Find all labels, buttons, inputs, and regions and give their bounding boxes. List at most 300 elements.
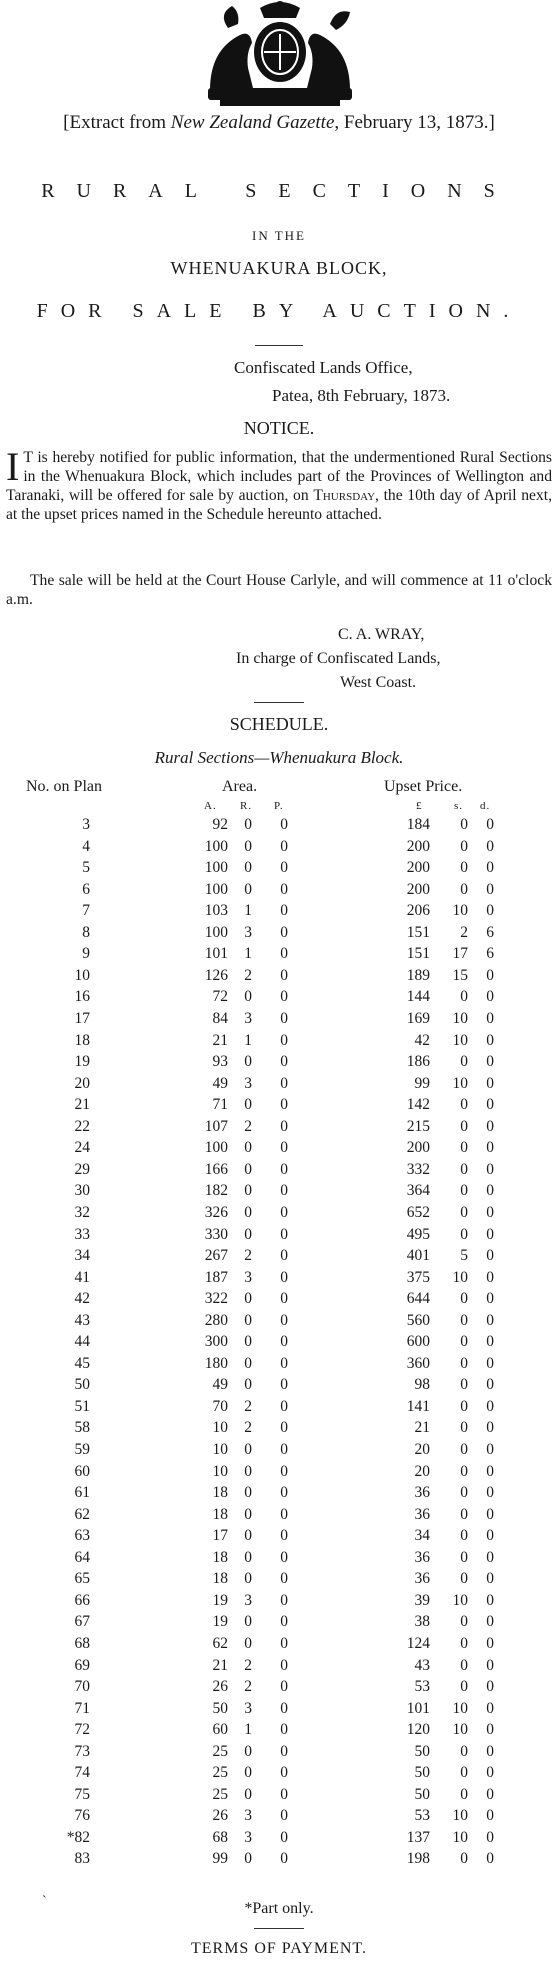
table-row — [0, 1441, 558, 1461]
table-cell: 0 — [244, 1634, 252, 1652]
table-cell: 0 — [280, 1527, 288, 1545]
table-cell: 6 — [486, 945, 494, 963]
table-cell: 215 — [406, 1117, 430, 1135]
table-cell: 10 — [452, 1699, 468, 1717]
table-cell: 25 — [212, 1742, 228, 1760]
table-cell: 36 — [414, 1505, 430, 1523]
table-cell: 0 — [486, 1419, 494, 1437]
table-cell: 200 — [406, 880, 430, 898]
table-cell: 36 — [414, 1484, 430, 1502]
table-row — [0, 881, 558, 901]
table-cell: 0 — [460, 1613, 468, 1631]
table-cell: 0 — [280, 1053, 288, 1070]
table-cell: 50 — [414, 1785, 430, 1803]
notice-paragraph-2: The sale will be held at the Court House Carlyle, and will commence at 11 o'clock a.m. — [6, 572, 552, 608]
table-cell: 0 — [244, 1290, 252, 1308]
table-cell: 141 — [406, 1397, 430, 1415]
table-cell: 206 — [406, 902, 430, 920]
table-cell: 0 — [244, 1203, 252, 1221]
table-cell: 19 — [212, 1613, 228, 1631]
table-cell: 0 — [486, 1074, 494, 1092]
extract-open: [Extract from — [63, 112, 171, 133]
table-row — [0, 1419, 558, 1439]
table-cell: 0 — [460, 1462, 468, 1480]
table-cell: 21 — [212, 1031, 228, 1049]
table-cell: 200 — [406, 1139, 430, 1157]
table-cell: 200 — [406, 837, 430, 855]
table-row — [0, 1139, 558, 1159]
table-cell: 0 — [486, 966, 494, 984]
table-cell: 10 — [452, 1807, 468, 1825]
table-row — [0, 988, 558, 1008]
table-cell: 0 — [460, 1333, 468, 1351]
table-row — [0, 1657, 558, 1677]
table-cell: 0 — [280, 1397, 288, 1415]
table-cell: 50 — [212, 1699, 228, 1717]
table-cell: 495 — [406, 1225, 430, 1243]
table-cell: 3 — [244, 1010, 252, 1027]
table-cell: 360 — [406, 1354, 430, 1372]
table-cell: 25 — [212, 1764, 228, 1782]
heading-block: WHENUAKURA BLOCK, — [170, 258, 388, 278]
table-cell: 0 — [280, 1117, 288, 1135]
table-cell: 166 — [204, 1160, 228, 1178]
table-cell: 2 — [244, 966, 252, 984]
table-cell: 0 — [244, 1333, 252, 1351]
table-cell: 50 — [414, 1764, 430, 1782]
table-cell: 0 — [460, 1397, 468, 1415]
table-cell: 3 — [244, 1699, 252, 1717]
table-cell: 73 — [74, 1742, 90, 1760]
sub-header-perches: P. — [274, 800, 284, 812]
col-header-no-on-plan: No. on Plan — [26, 778, 102, 795]
gazette-name: New Zealand Gazette — [170, 112, 335, 133]
table-cell: 0 — [460, 1311, 468, 1329]
table-cell: 0 — [460, 1742, 468, 1760]
table-cell: 0 — [486, 1290, 494, 1308]
table-cell: 100 — [204, 859, 228, 877]
table-cell: 2 — [244, 1656, 252, 1674]
table-cell: 21 — [414, 1419, 430, 1437]
table-cell: 0 — [460, 1203, 468, 1221]
table-cell: 21 — [74, 1096, 90, 1114]
table-cell: 25 — [212, 1785, 228, 1803]
table-cell: 66 — [74, 1591, 90, 1609]
notice-paragraph-1 — [6, 444, 552, 524]
table-row — [0, 1743, 558, 1763]
table-cell: 67 — [74, 1613, 90, 1631]
table-cell: 652 — [406, 1203, 430, 1221]
table-cell: 0 — [486, 1656, 494, 1674]
table-cell: 0 — [280, 1419, 288, 1437]
table-cell: 0 — [244, 1376, 252, 1394]
table-cell: 0 — [460, 1182, 468, 1200]
table-cell: 0 — [460, 1376, 468, 1394]
table-cell: 0 — [460, 1096, 468, 1114]
table-row — [0, 1312, 558, 1332]
table-cell: 10 — [452, 1074, 468, 1092]
table-row — [0, 1376, 558, 1396]
table-cell: 0 — [486, 1203, 494, 1221]
table-cell: 0 — [244, 1182, 252, 1200]
table-cell: 0 — [460, 1505, 468, 1523]
table-cell: 72 — [74, 1721, 90, 1739]
table-cell: 17 — [212, 1527, 228, 1545]
table-cell: 39 — [414, 1591, 430, 1609]
table-cell: 70 — [74, 1678, 90, 1695]
table-cell: 0 — [486, 1484, 494, 1502]
table-cell: 0 — [486, 837, 494, 855]
table-row — [0, 924, 558, 944]
table-cell: 0 — [280, 902, 288, 920]
table-cell: 34 — [414, 1527, 430, 1545]
table-cell: 21 — [212, 1656, 228, 1674]
table-cell: 169 — [406, 1010, 430, 1027]
table-cell: 280 — [204, 1311, 228, 1329]
table-row — [0, 1204, 558, 1224]
table-cell: 0 — [486, 1764, 494, 1782]
table-cell: 0 — [244, 988, 252, 1006]
table-cell: 0 — [280, 837, 288, 855]
table-cell: 71 — [74, 1699, 90, 1717]
table-row — [0, 1678, 558, 1698]
table-cell: 0 — [280, 1613, 288, 1631]
table-cell: 186 — [406, 1053, 430, 1070]
table-cell: 0 — [460, 1678, 468, 1695]
table-cell: 182 — [204, 1182, 228, 1200]
col-header-upset-price: Upset Price. — [384, 778, 463, 795]
heading-for-sale: FOR SALE BY AUCTION. — [36, 300, 522, 322]
table-cell: 4 — [82, 837, 90, 855]
table-cell: 6 — [82, 880, 90, 898]
table-cell: 2 — [244, 1117, 252, 1135]
table-cell: 36 — [414, 1548, 430, 1566]
table-cell: 0 — [486, 1053, 494, 1070]
table-cell: 10 — [212, 1419, 228, 1437]
table-cell: 1 — [244, 945, 252, 963]
divider — [254, 702, 304, 703]
table-cell: 19 — [212, 1591, 228, 1609]
table-cell: 189 — [406, 966, 430, 984]
table-cell: 0 — [486, 1010, 494, 1027]
table-cell: 0 — [244, 880, 252, 898]
table-cell: 0 — [486, 1096, 494, 1114]
table-cell: 24 — [74, 1139, 90, 1157]
table-cell: 0 — [280, 1807, 288, 1825]
table-cell: 53 — [414, 1807, 430, 1825]
table-cell: 3 — [244, 923, 252, 941]
table-cell: 0 — [460, 1785, 468, 1803]
table-cell: 100 — [204, 880, 228, 898]
table-cell: 18 — [212, 1548, 228, 1566]
tick-mark: ` — [42, 1894, 47, 1909]
table-row — [0, 1333, 558, 1353]
table-cell: 1 — [244, 1721, 252, 1739]
table-cell: 0 — [460, 1160, 468, 1178]
table-cell: 200 — [406, 859, 430, 877]
table-cell: 0 — [486, 1548, 494, 1566]
table-cell: 0 — [280, 966, 288, 984]
table-cell: 2 — [244, 1247, 252, 1264]
table-cell: 0 — [460, 1548, 468, 1566]
table-cell: 0 — [486, 1376, 494, 1394]
table-row — [0, 1850, 558, 1870]
table-cell: 5 — [82, 859, 90, 877]
table-cell: 0 — [486, 1785, 494, 1803]
table-cell: 18 — [74, 1031, 90, 1049]
table-cell: 70 — [212, 1397, 228, 1415]
table-row — [0, 1053, 558, 1073]
table-cell: 43 — [74, 1311, 90, 1329]
sub-header-pounds: £ — [416, 800, 423, 812]
table-cell: 0 — [280, 1591, 288, 1609]
table-cell: 0 — [280, 1311, 288, 1329]
table-cell: 0 — [244, 1850, 252, 1868]
table-cell: 32 — [74, 1203, 90, 1221]
terms-heading: TERMS OF PAYMENT. — [190, 1940, 367, 1957]
table-cell: 0 — [280, 1462, 288, 1480]
table-row — [0, 1290, 558, 1310]
table-cell: 180 — [204, 1354, 228, 1372]
table-cell: 2 — [244, 1419, 252, 1437]
table-cell: 3 — [244, 1074, 252, 1092]
table-cell: 3 — [244, 1268, 252, 1286]
table-cell: 38 — [414, 1613, 430, 1631]
table-cell: 0 — [280, 1268, 288, 1286]
table-cell: 0 — [460, 1656, 468, 1674]
table-cell: 0 — [244, 1742, 252, 1760]
table-cell: 99 — [414, 1074, 430, 1092]
table-cell: 0 — [244, 1505, 252, 1523]
table-row — [0, 1570, 558, 1590]
table-cell: 61 — [74, 1484, 90, 1502]
table-cell: 0 — [280, 1505, 288, 1523]
table-cell: 0 — [460, 816, 468, 833]
table-cell: 184 — [406, 816, 430, 833]
table-cell: 0 — [486, 1031, 494, 1049]
heading-rural-sections: RURAL SECTIONS — [41, 180, 517, 202]
table-cell: 0 — [486, 1160, 494, 1178]
table-row — [0, 859, 558, 879]
table-cell: 0 — [244, 1570, 252, 1588]
table-cell: 20 — [74, 1074, 90, 1092]
table-cell: 6 — [486, 923, 494, 941]
table-cell: 198 — [406, 1850, 430, 1868]
table-row — [0, 1721, 558, 1741]
table-cell: 98 — [414, 1376, 430, 1394]
table-cell: 53 — [414, 1678, 430, 1695]
table-cell: 0 — [280, 880, 288, 898]
table-cell: 42 — [74, 1290, 90, 1308]
table-cell: 0 — [486, 1699, 494, 1717]
table-cell: 120 — [406, 1721, 430, 1739]
table-cell: 0 — [486, 1117, 494, 1135]
table-row — [0, 1506, 558, 1526]
table-row — [0, 1010, 558, 1030]
table-cell: 600 — [406, 1333, 430, 1351]
table-cell: 0 — [486, 1247, 494, 1264]
royal-coat-of-arms-icon — [190, 0, 370, 110]
table-row — [0, 1096, 558, 1116]
table-cell: 0 — [280, 816, 288, 833]
table-cell: *82 — [66, 1828, 90, 1846]
table-cell: 72 — [212, 988, 228, 1006]
office-name: Confiscated Lands Office, — [234, 358, 413, 377]
table-cell: 68 — [212, 1828, 228, 1846]
table-row — [0, 1398, 558, 1418]
table-cell: 0 — [460, 1634, 468, 1652]
table-cell: 3 — [82, 816, 90, 833]
table-cell: 0 — [280, 1160, 288, 1178]
table-cell: 83 — [74, 1850, 90, 1868]
table-row — [0, 1269, 558, 1289]
table-cell: 18 — [212, 1484, 228, 1502]
table-cell: 0 — [280, 1742, 288, 1760]
table-cell: 0 — [460, 1850, 468, 1868]
office-place-date: Patea, 8th February, 1873. — [272, 386, 451, 405]
table-cell: 0 — [486, 1613, 494, 1631]
table-cell: 0 — [460, 1570, 468, 1588]
table-cell: 10 — [452, 902, 468, 920]
table-cell: 18 — [212, 1570, 228, 1588]
table-cell: 0 — [280, 1634, 288, 1652]
table-cell: 0 — [486, 1678, 494, 1695]
table-cell: 0 — [460, 988, 468, 1006]
table-cell: 100 — [204, 923, 228, 941]
table-cell: 17 — [74, 1010, 90, 1027]
table-cell: 60 — [74, 1462, 90, 1480]
table-cell: 0 — [280, 988, 288, 1006]
table-cell: 0 — [244, 1096, 252, 1114]
table-cell: 364 — [406, 1182, 430, 1200]
table-cell: 0 — [460, 1764, 468, 1782]
table-cell: 0 — [460, 1441, 468, 1458]
table-cell: 45 — [74, 1354, 90, 1372]
table-cell: 0 — [244, 1160, 252, 1178]
table-cell: 34 — [74, 1247, 90, 1264]
table-cell: 100 — [204, 837, 228, 855]
table-cell: 0 — [280, 1484, 288, 1502]
table-cell: 0 — [280, 1074, 288, 1092]
table-row — [0, 1226, 558, 1246]
table-cell: 0 — [460, 1117, 468, 1135]
table-cell: 0 — [280, 1678, 288, 1695]
table-cell: 0 — [460, 1053, 468, 1070]
table-cell: 0 — [244, 1225, 252, 1243]
heading-in-the: IN THE — [251, 228, 306, 243]
table-cell: 75 — [74, 1785, 90, 1803]
table-cell: 375 — [406, 1268, 430, 1286]
table-cell: 16 — [74, 988, 90, 1006]
table-cell: 0 — [280, 859, 288, 877]
table-cell: 0 — [280, 1721, 288, 1739]
table-cell: 0 — [280, 1785, 288, 1803]
table-row — [0, 1032, 558, 1052]
table-cell: 3 — [244, 1807, 252, 1825]
table-cell: 0 — [244, 1764, 252, 1782]
table-cell: 0 — [486, 1333, 494, 1351]
table-cell: 0 — [244, 859, 252, 877]
table-cell: 71 — [212, 1096, 228, 1114]
table-cell: 64 — [74, 1548, 90, 1566]
table-cell: 10 — [212, 1441, 228, 1458]
table-cell: 0 — [486, 1441, 494, 1458]
table-cell: 0 — [486, 859, 494, 877]
table-cell: 58 — [74, 1419, 90, 1437]
table-cell: 0 — [486, 1828, 494, 1846]
table-cell: 330 — [204, 1225, 228, 1243]
table-cell: 0 — [280, 1247, 288, 1264]
table-cell: 0 — [486, 1311, 494, 1329]
table-cell: 10 — [452, 1010, 468, 1027]
table-cell: 0 — [486, 1742, 494, 1760]
table-cell: 3 — [244, 1591, 252, 1609]
table-cell: 29 — [74, 1160, 90, 1178]
table-cell: 103 — [204, 902, 228, 920]
signer-role: In charge of Confiscated Lands, — [236, 650, 441, 667]
table-cell: 3 — [244, 1828, 252, 1846]
table-cell: 18 — [212, 1505, 228, 1523]
table-cell: 0 — [460, 1527, 468, 1545]
table-cell: 10 — [452, 1828, 468, 1846]
table-cell: 49 — [212, 1074, 228, 1092]
notice-day: Thursday — [313, 487, 376, 504]
sub-header-roods: R. — [240, 800, 253, 812]
table-cell: 65 — [74, 1570, 90, 1588]
table-row — [0, 1355, 558, 1375]
table-row — [0, 1592, 558, 1612]
table-row — [0, 1807, 558, 1827]
table-row — [0, 1549, 558, 1569]
table-cell: 0 — [244, 1785, 252, 1803]
table-cell: 137 — [406, 1828, 430, 1846]
table-row — [0, 1075, 558, 1095]
table-cell: 76 — [74, 1807, 90, 1825]
table-cell: 0 — [486, 1225, 494, 1243]
table-cell: 60 — [212, 1721, 228, 1739]
table-cell: 0 — [280, 1333, 288, 1351]
table-row — [0, 1527, 558, 1547]
table-cell: 43 — [414, 1656, 430, 1674]
table-cell: 0 — [280, 1096, 288, 1114]
table-cell: 0 — [244, 1139, 252, 1157]
table-cell: 0 — [460, 1354, 468, 1372]
sub-header-acres: A. — [204, 800, 217, 812]
table-cell: 50 — [414, 1742, 430, 1760]
table-cell: 0 — [460, 859, 468, 877]
table-cell: 44 — [74, 1333, 90, 1351]
table-row — [0, 816, 558, 836]
table-cell: 0 — [280, 1441, 288, 1458]
table-cell: 0 — [280, 1656, 288, 1674]
table-cell: 0 — [460, 837, 468, 855]
table-cell: 1 — [244, 1031, 252, 1049]
table-cell: 0 — [486, 1850, 494, 1868]
table-cell: 326 — [204, 1203, 228, 1221]
table-cell: 62 — [74, 1505, 90, 1523]
table-cell: 0 — [486, 1462, 494, 1480]
table-cell: 49 — [212, 1376, 228, 1394]
table-cell: 0 — [486, 1139, 494, 1157]
table-cell: 22 — [74, 1117, 90, 1135]
table-cell: 19 — [74, 1053, 90, 1070]
table-cell: 10 — [74, 966, 90, 984]
table-cell: 68 — [74, 1634, 90, 1652]
table-cell: 267 — [204, 1247, 228, 1264]
table-cell: 300 — [204, 1333, 228, 1351]
table-cell: 30 — [74, 1182, 90, 1200]
table-cell: 322 — [204, 1290, 228, 1308]
